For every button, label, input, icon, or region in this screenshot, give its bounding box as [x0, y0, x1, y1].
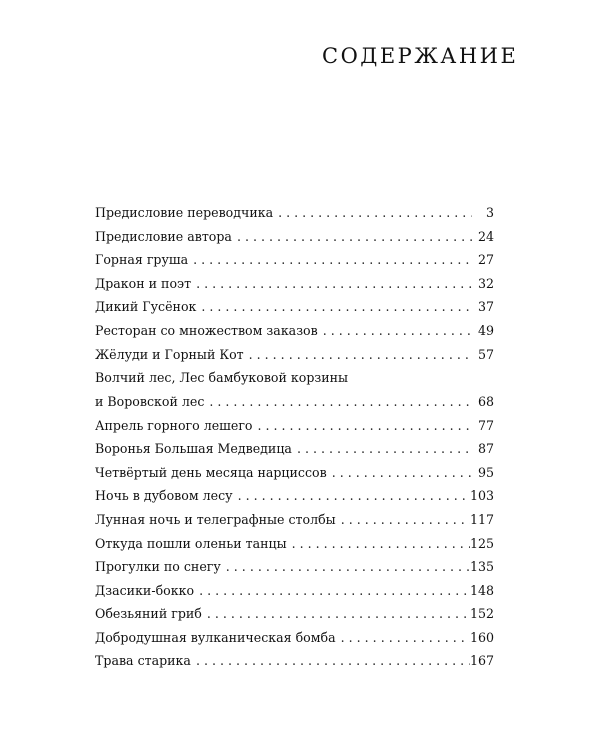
toc-entry-title: Ресторан со множеством заказов — [95, 322, 318, 338]
toc-leader-dots — [273, 201, 472, 225]
toc-entry-page: 152 — [469, 606, 494, 622]
toc-entry — [95, 248, 494, 272]
toc-leader-dots — [202, 602, 470, 626]
toc-entry-page: 167 — [469, 653, 494, 669]
toc-entry-title: Трава старика — [95, 653, 191, 669]
toc-entry-title: Лунная ночь и телеграфные столбы — [95, 511, 336, 527]
toc-entry-title: Ночь в дубовом лесу — [95, 488, 233, 504]
toc-entry — [95, 555, 494, 579]
toc-leader-dots — [253, 414, 472, 438]
toc-entry-page: 77 — [477, 417, 494, 433]
toc-entry — [95, 484, 494, 508]
toc-entry-title: Воронья Большая Медведица — [95, 441, 292, 457]
toc-leader-dots — [221, 555, 470, 579]
toc-entry-page: 95 — [477, 464, 494, 480]
toc-entry — [95, 508, 494, 532]
toc-entry — [95, 201, 494, 225]
toc-leader-dots — [336, 508, 470, 532]
toc-entry — [95, 366, 494, 413]
toc-entry-page: 57 — [477, 346, 494, 362]
toc-entry-page: 37 — [477, 299, 494, 315]
toc-entry — [95, 225, 494, 249]
toc-entry-title: Жёлуди и Горный Кот — [95, 346, 244, 362]
toc-entry — [95, 461, 494, 485]
toc-leader-dots — [292, 437, 472, 461]
toc-leader-dots — [233, 484, 470, 508]
toc-entry — [95, 579, 494, 603]
toc-entry-title: Дзасики-бокко — [95, 582, 195, 598]
toc-entry-page: 103 — [469, 488, 494, 504]
toc-entry-title-line1: Волчий лес, Лес бамбуковой корзины — [95, 370, 349, 386]
toc-entry-page: 27 — [477, 252, 494, 268]
toc-leader-dots — [188, 248, 472, 272]
toc-entry-page: 125 — [469, 535, 494, 551]
toc-entry — [95, 437, 494, 461]
toc-leader-dots — [336, 626, 470, 650]
toc-entry-page: 3 — [485, 205, 494, 220]
toc-leader-dots — [204, 390, 472, 414]
toc-entry — [95, 319, 494, 343]
toc-entry-title: Добродушная вулканическая бомба — [95, 629, 336, 645]
toc-entry — [95, 626, 494, 650]
toc-entry-page: 24 — [477, 228, 494, 244]
toc-entry-title: Дракон и поэт — [95, 275, 192, 291]
toc-entry-page: 49 — [477, 322, 494, 338]
toc-entry — [95, 532, 494, 556]
table-of-contents — [95, 201, 494, 673]
toc-entry-title: Обезьяний гриб — [95, 606, 202, 622]
toc-leader-dots — [191, 649, 470, 673]
toc-entry-title: Прогулки по снегу — [95, 559, 221, 575]
toc-entry — [95, 414, 494, 438]
toc-leader-dots — [232, 225, 472, 249]
toc-entry-title: Дикий Гусёнок — [95, 299, 197, 315]
toc-leader-dots — [318, 319, 472, 343]
toc-entry-page: 68 — [477, 393, 494, 409]
toc-entry — [95, 343, 494, 367]
toc-leader-dots — [194, 579, 470, 603]
toc-entry — [95, 272, 494, 296]
toc-entry-page: 135 — [469, 559, 494, 575]
toc-leader-dots — [191, 272, 472, 296]
toc-entry-title-line2: и Воровской лес — [95, 393, 205, 409]
toc-entry-title: Откуда пошли оленьи танцы — [95, 535, 287, 551]
toc-leader-dots — [244, 343, 472, 367]
toc-entry — [95, 649, 494, 673]
toc-entry-title: Апрель горного лешего — [95, 417, 253, 433]
toc-entry-title: Предисловие автора — [95, 228, 232, 244]
toc-leader-dots — [196, 295, 472, 319]
toc-entry — [95, 602, 494, 626]
toc-entry-page: 148 — [469, 582, 494, 598]
toc-entry-page: 117 — [469, 511, 494, 527]
toc-entry-page: 32 — [477, 275, 494, 291]
page-title: СОДЕРЖАНИЕ — [322, 44, 519, 68]
toc-entry-page: 160 — [469, 629, 494, 645]
toc-leader-dots — [327, 461, 472, 485]
toc-entry — [95, 295, 494, 319]
toc-entry-title: Предисловие переводчика — [95, 205, 274, 220]
toc-entry-title: Четвёртый день месяца нарциссов — [95, 464, 327, 480]
toc-entry-page: 87 — [477, 441, 494, 457]
toc-leader-dots — [287, 532, 470, 556]
toc-entry-title: Горная груша — [95, 252, 189, 268]
